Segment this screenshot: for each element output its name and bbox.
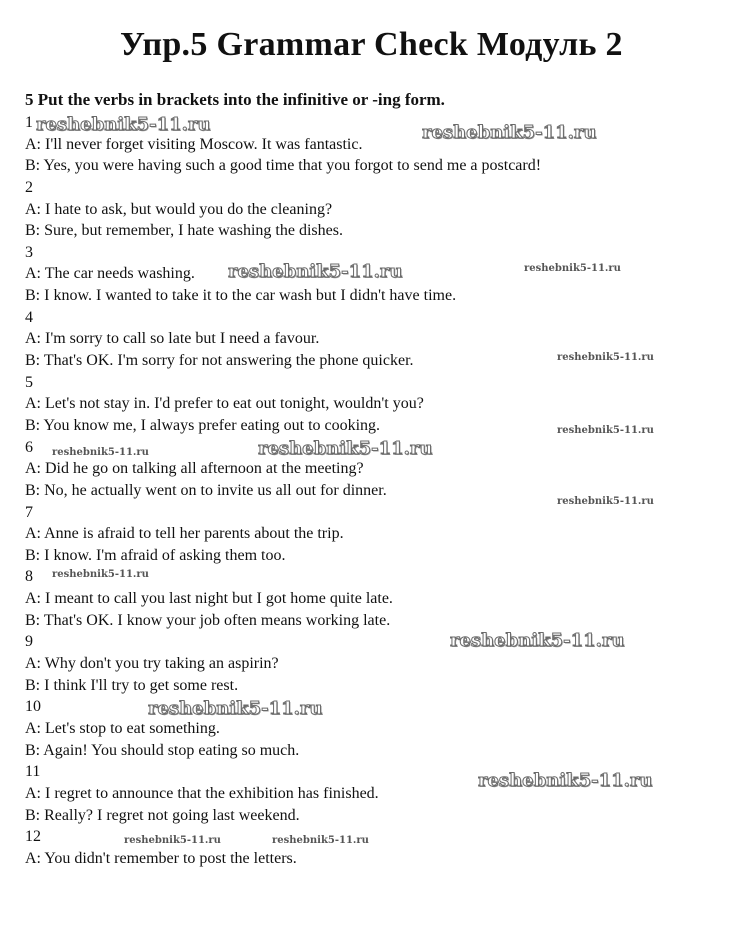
line-b: B: Yes, you were having such a good time that you forgot to send me a postcard! (25, 157, 542, 175)
page-title: Упр.5 Grammar Check Модуль 2 (120, 26, 623, 63)
item-number: 7 (25, 503, 33, 521)
item-number: 12 (25, 828, 41, 846)
watermark: reshebnik5-11.ru (524, 263, 621, 274)
line-b: B: Really? I regret not going last weekend. (25, 806, 300, 824)
line-a: A: Let's stop to eat something. (25, 719, 220, 737)
item-number: 11 (25, 763, 41, 781)
watermark: reshebnik5-11.ru (36, 114, 211, 135)
watermark: reshebnik5-11.ru (557, 425, 654, 436)
line-a: A: Why don't you try taking an aspirin? (25, 655, 279, 673)
item-2 (25, 177, 725, 242)
line-b: B: That's OK. I know your job often means working late. (25, 611, 391, 629)
item-10 (25, 696, 725, 761)
watermark: reshebnik5-11.ru (124, 835, 221, 846)
watermark: reshebnik5-11.ru (478, 770, 653, 791)
item-number: 3 (25, 243, 33, 261)
watermark: reshebnik5-11.ru (52, 569, 149, 580)
watermark: reshebnik5-11.ru (148, 698, 323, 719)
line-b: B: No, he actually went on to invite us all out for dinner. (25, 481, 387, 499)
line-a: A: I'll never forget visiting Moscow. It was fantastic. (25, 135, 363, 153)
line-a: A: Anne is afraid to tell her parents about the trip. (25, 525, 344, 543)
line-a: A: I'm sorry to call so late but I need a favour. (25, 330, 320, 348)
line-a: A: You didn't remember to post the letters. (25, 849, 297, 867)
item-number: 2 (25, 178, 33, 196)
item-number: 8 (25, 568, 33, 586)
item-number: 10 (25, 698, 41, 716)
item-number: 5 (25, 373, 33, 391)
line-a: A: The car needs washing. (25, 265, 195, 283)
watermark: reshebnik5-11.ru (258, 438, 433, 459)
line-b: B: Again! You should stop eating so much. (25, 741, 300, 759)
line-a: A: Let's not stay in. I'd prefer to eat out tonight, wouldn't you? (25, 395, 424, 413)
watermark: reshebnik5-11.ru (557, 352, 654, 363)
item-number: 9 (25, 633, 33, 651)
line-b: B: I know. I wanted to take it to the car wash but I didn't have time. (25, 287, 457, 305)
watermark: reshebnik5-11.ru (228, 261, 403, 282)
watermark: reshebnik5-11.ru (52, 447, 149, 458)
line-b: B: I know. I'm afraid of asking them too. (25, 546, 286, 564)
item-7 (25, 502, 725, 567)
line-b: B: Sure, but remember, I hate washing the dishes. (25, 222, 343, 240)
line-b: B: That's OK. I'm sorry for not answering the phone quicker. (25, 352, 414, 370)
watermark: reshebnik5-11.ru (272, 835, 369, 846)
exercise-items (25, 112, 725, 869)
watermark: reshebnik5-11.ru (450, 630, 625, 651)
line-b: B: I think I'll try to get some rest. (25, 676, 239, 694)
line-b: B: You know me, I always prefer eating out to cooking. (25, 416, 381, 434)
line-a: A: I hate to ask, but would you do the cleaning? (25, 200, 333, 218)
item-12 (25, 826, 725, 869)
line-a: A: I regret to announce that the exhibition has finished. (25, 784, 379, 802)
item-number: 1 (25, 114, 33, 131)
watermark: reshebnik5-11.ru (557, 496, 654, 507)
line-a: A: I meant to call you last night but I got home quite late. (25, 590, 393, 608)
exercise-instruction: 5 Put the verbs in brackets into the infinitive or -ing form. (25, 90, 445, 109)
item-number: 6 (25, 438, 33, 456)
item-number: 4 (25, 308, 33, 326)
line-a: A: Did he go on talking all afternoon at the meeting? (25, 460, 364, 478)
watermark: reshebnik5-11.ru (422, 122, 597, 143)
